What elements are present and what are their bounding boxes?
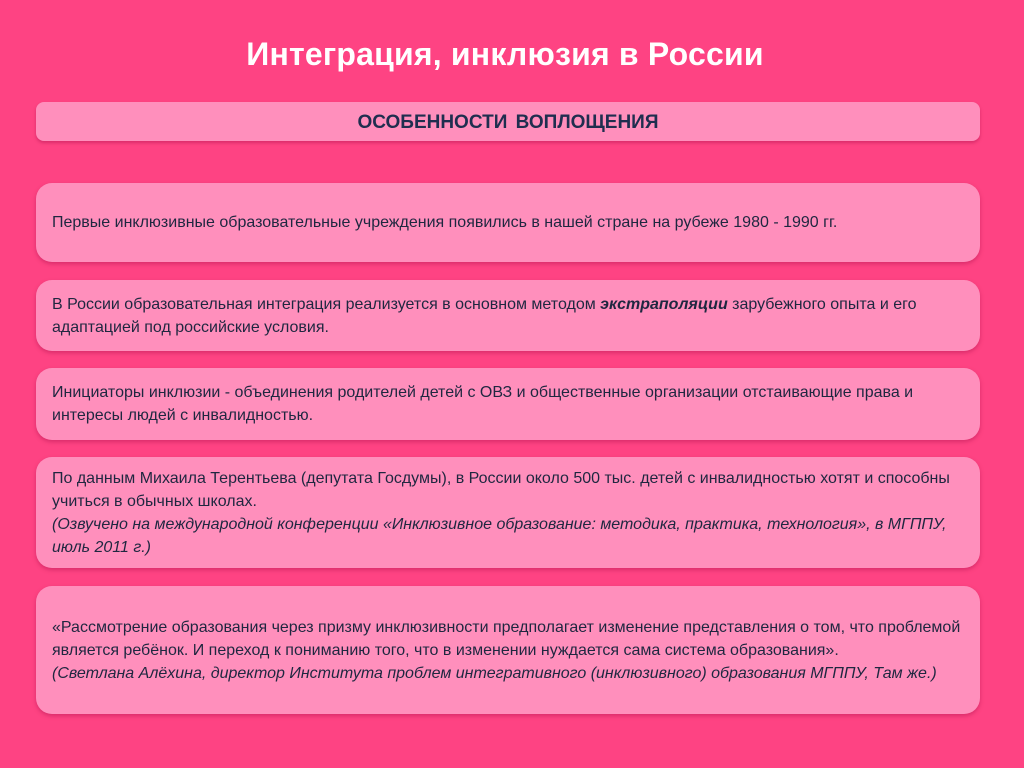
fact-card-quote — [36, 586, 980, 714]
fact-card-text — [52, 293, 964, 339]
quote-attribution: (Светлана Алёхина, директор Института проблем интегративного (инклюзивного) образования МГППУ, Там же.) — [52, 664, 937, 682]
slide-title: Интеграция, инклюзия в России — [246, 36, 764, 72]
quote-text: «Рассмотрение образования через призму инклюзивности предполагает изменение представления о том, что проблемой является ребёнок. И переход к пониманию того, что в изменении нуждается сама система образования». — [52, 618, 961, 659]
fact-card-text: Инициаторы инклюзии - объединения родителей детей с ОВЗ и общественные организации отстаивающие права и интересы людей с инвалидностью. — [52, 384, 914, 424]
fact-card-first-institutions — [36, 183, 980, 262]
subtitle-text: ОСОБЕННОСТИ ВОПЛОЩЕНИЯ — [357, 112, 659, 133]
fact-card-text-start: В России образовательная интеграция реализуется в основном методом — [52, 295, 601, 313]
fact-card-statistics — [36, 457, 980, 568]
fact-card-text: По данным Михаила Терентьева (депутата Госдумы), в России около 500 тыс. детей с инвалидностью хотят и способны учиться в обычных школах. — [52, 469, 950, 510]
emphasis-term: экстраполяции — [600, 295, 728, 313]
fact-card-integration-method — [36, 280, 980, 351]
fact-card-initiators — [36, 368, 980, 440]
fact-card-text-end: зарубежного опыта и его адаптацией под российские условия. — [52, 295, 917, 336]
fact-card-text: Первые инклюзивные образовательные учреждения появились в нашей стране на рубеже 1980 - 1990 гг. — [52, 214, 838, 231]
subtitle-bar — [36, 102, 980, 141]
source-note: (Озвучено на международной конференции «Инклюзивное образование: методика, практика, технология», в МГППУ, июль 2011 г.) — [52, 515, 947, 556]
